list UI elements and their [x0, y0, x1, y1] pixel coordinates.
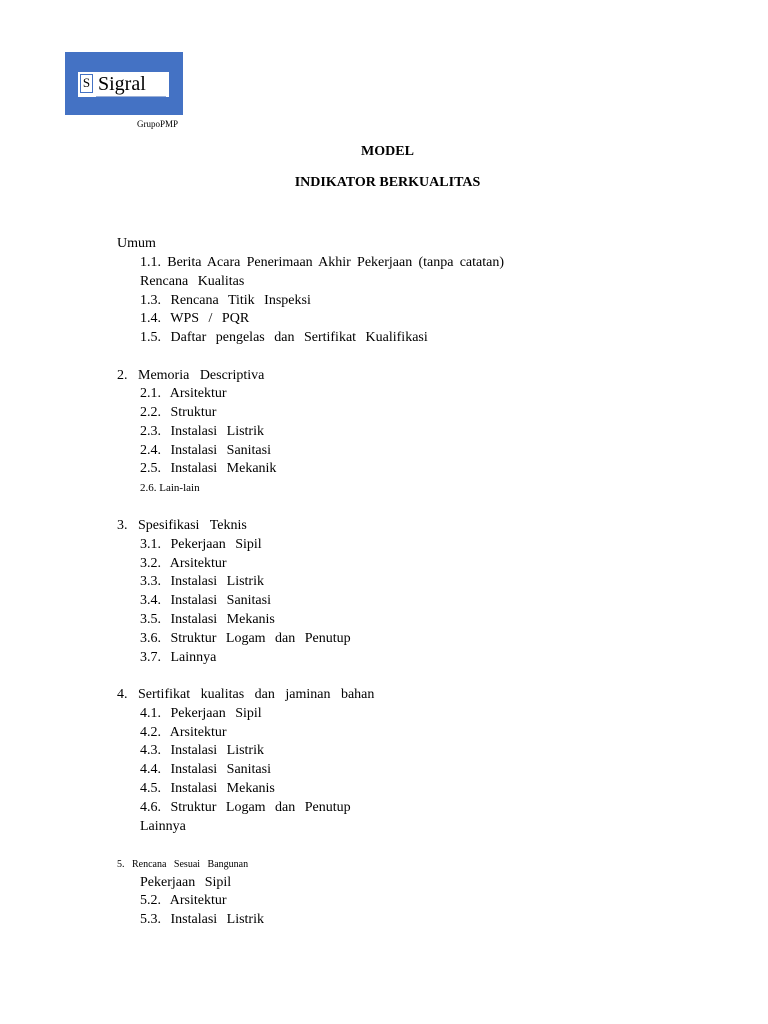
- list-item: 1.5. Daftar pengelas dan Sertifikat Kualifikasi: [140, 330, 428, 345]
- title-model: MODEL: [361, 144, 414, 159]
- logo-letter: S: [80, 74, 93, 93]
- list-item: 3.6. Struktur Logam dan Penutup: [140, 631, 351, 646]
- list-item: Pekerjaan Sipil: [140, 875, 232, 890]
- list-item: 2.4. Instalasi Sanitasi: [140, 443, 271, 458]
- list-item: Lainnya: [140, 819, 186, 834]
- logo-wordmark: Sigral: [98, 73, 146, 95]
- list-item: 1.3. Rencana Titik Inspeksi: [140, 293, 311, 308]
- list-item: 4.4. Instalasi Sanitasi: [140, 762, 271, 777]
- section-heading: 5. Rencana Sesuai Bangunan: [117, 859, 249, 870]
- section-heading: 3. Spesifikasi Teknis: [117, 518, 247, 533]
- list-item: 2.1. Arsitektur: [140, 386, 227, 401]
- list-item: 3.5. Instalasi Mekanis: [140, 612, 275, 627]
- list-item: 3.3. Instalasi Listrik: [140, 574, 264, 589]
- list-item: 4.2. Arsitektur: [140, 725, 227, 740]
- list-item: 2.2. Struktur: [140, 405, 217, 420]
- list-item: 3.7. Lainnya: [140, 650, 217, 665]
- list-item: 4.5. Instalasi Mekanis: [140, 781, 275, 796]
- list-item: 5.3. Instalasi Listrik: [140, 912, 264, 927]
- list-item: 4.1. Pekerjaan Sipil: [140, 706, 262, 721]
- list-item: 3.4. Instalasi Sanitasi: [140, 593, 271, 608]
- list-item: 1.4. WPS / PQR: [140, 311, 250, 326]
- section-heading: 4. Sertifikat kualitas dan jaminan bahan: [117, 687, 375, 702]
- section-heading: Umum: [117, 236, 156, 251]
- list-item: 4.6. Struktur Logam dan Penutup: [140, 800, 351, 815]
- logo-underline: [96, 96, 166, 97]
- list-item: 2.3. Instalasi Listrik: [140, 424, 264, 439]
- list-item: 4.3. Instalasi Listrik: [140, 743, 264, 758]
- section-heading: 2. Memoria Descriptiva: [117, 368, 265, 383]
- list-item: Rencana Kualitas: [140, 274, 245, 289]
- logo-caption: GrupoPMP: [137, 119, 179, 129]
- list-item: 2.5. Instalasi Mekanik: [140, 461, 277, 476]
- logo: [65, 52, 183, 115]
- list-item: 2.6. Lain-lain: [140, 482, 200, 494]
- list-item: 1.1. Berita Acara Penerimaan Akhir Pekerjaan (tanpa catatan): [140, 255, 504, 270]
- list-item: 3.2. Arsitektur: [140, 556, 227, 571]
- title-indikator: INDIKATOR BERKUALITAS: [294, 175, 481, 190]
- list-item: 5.2. Arsitektur: [140, 893, 227, 908]
- logo-inner: [78, 72, 169, 97]
- list-item: 3.1. Pekerjaan Sipil: [140, 537, 262, 552]
